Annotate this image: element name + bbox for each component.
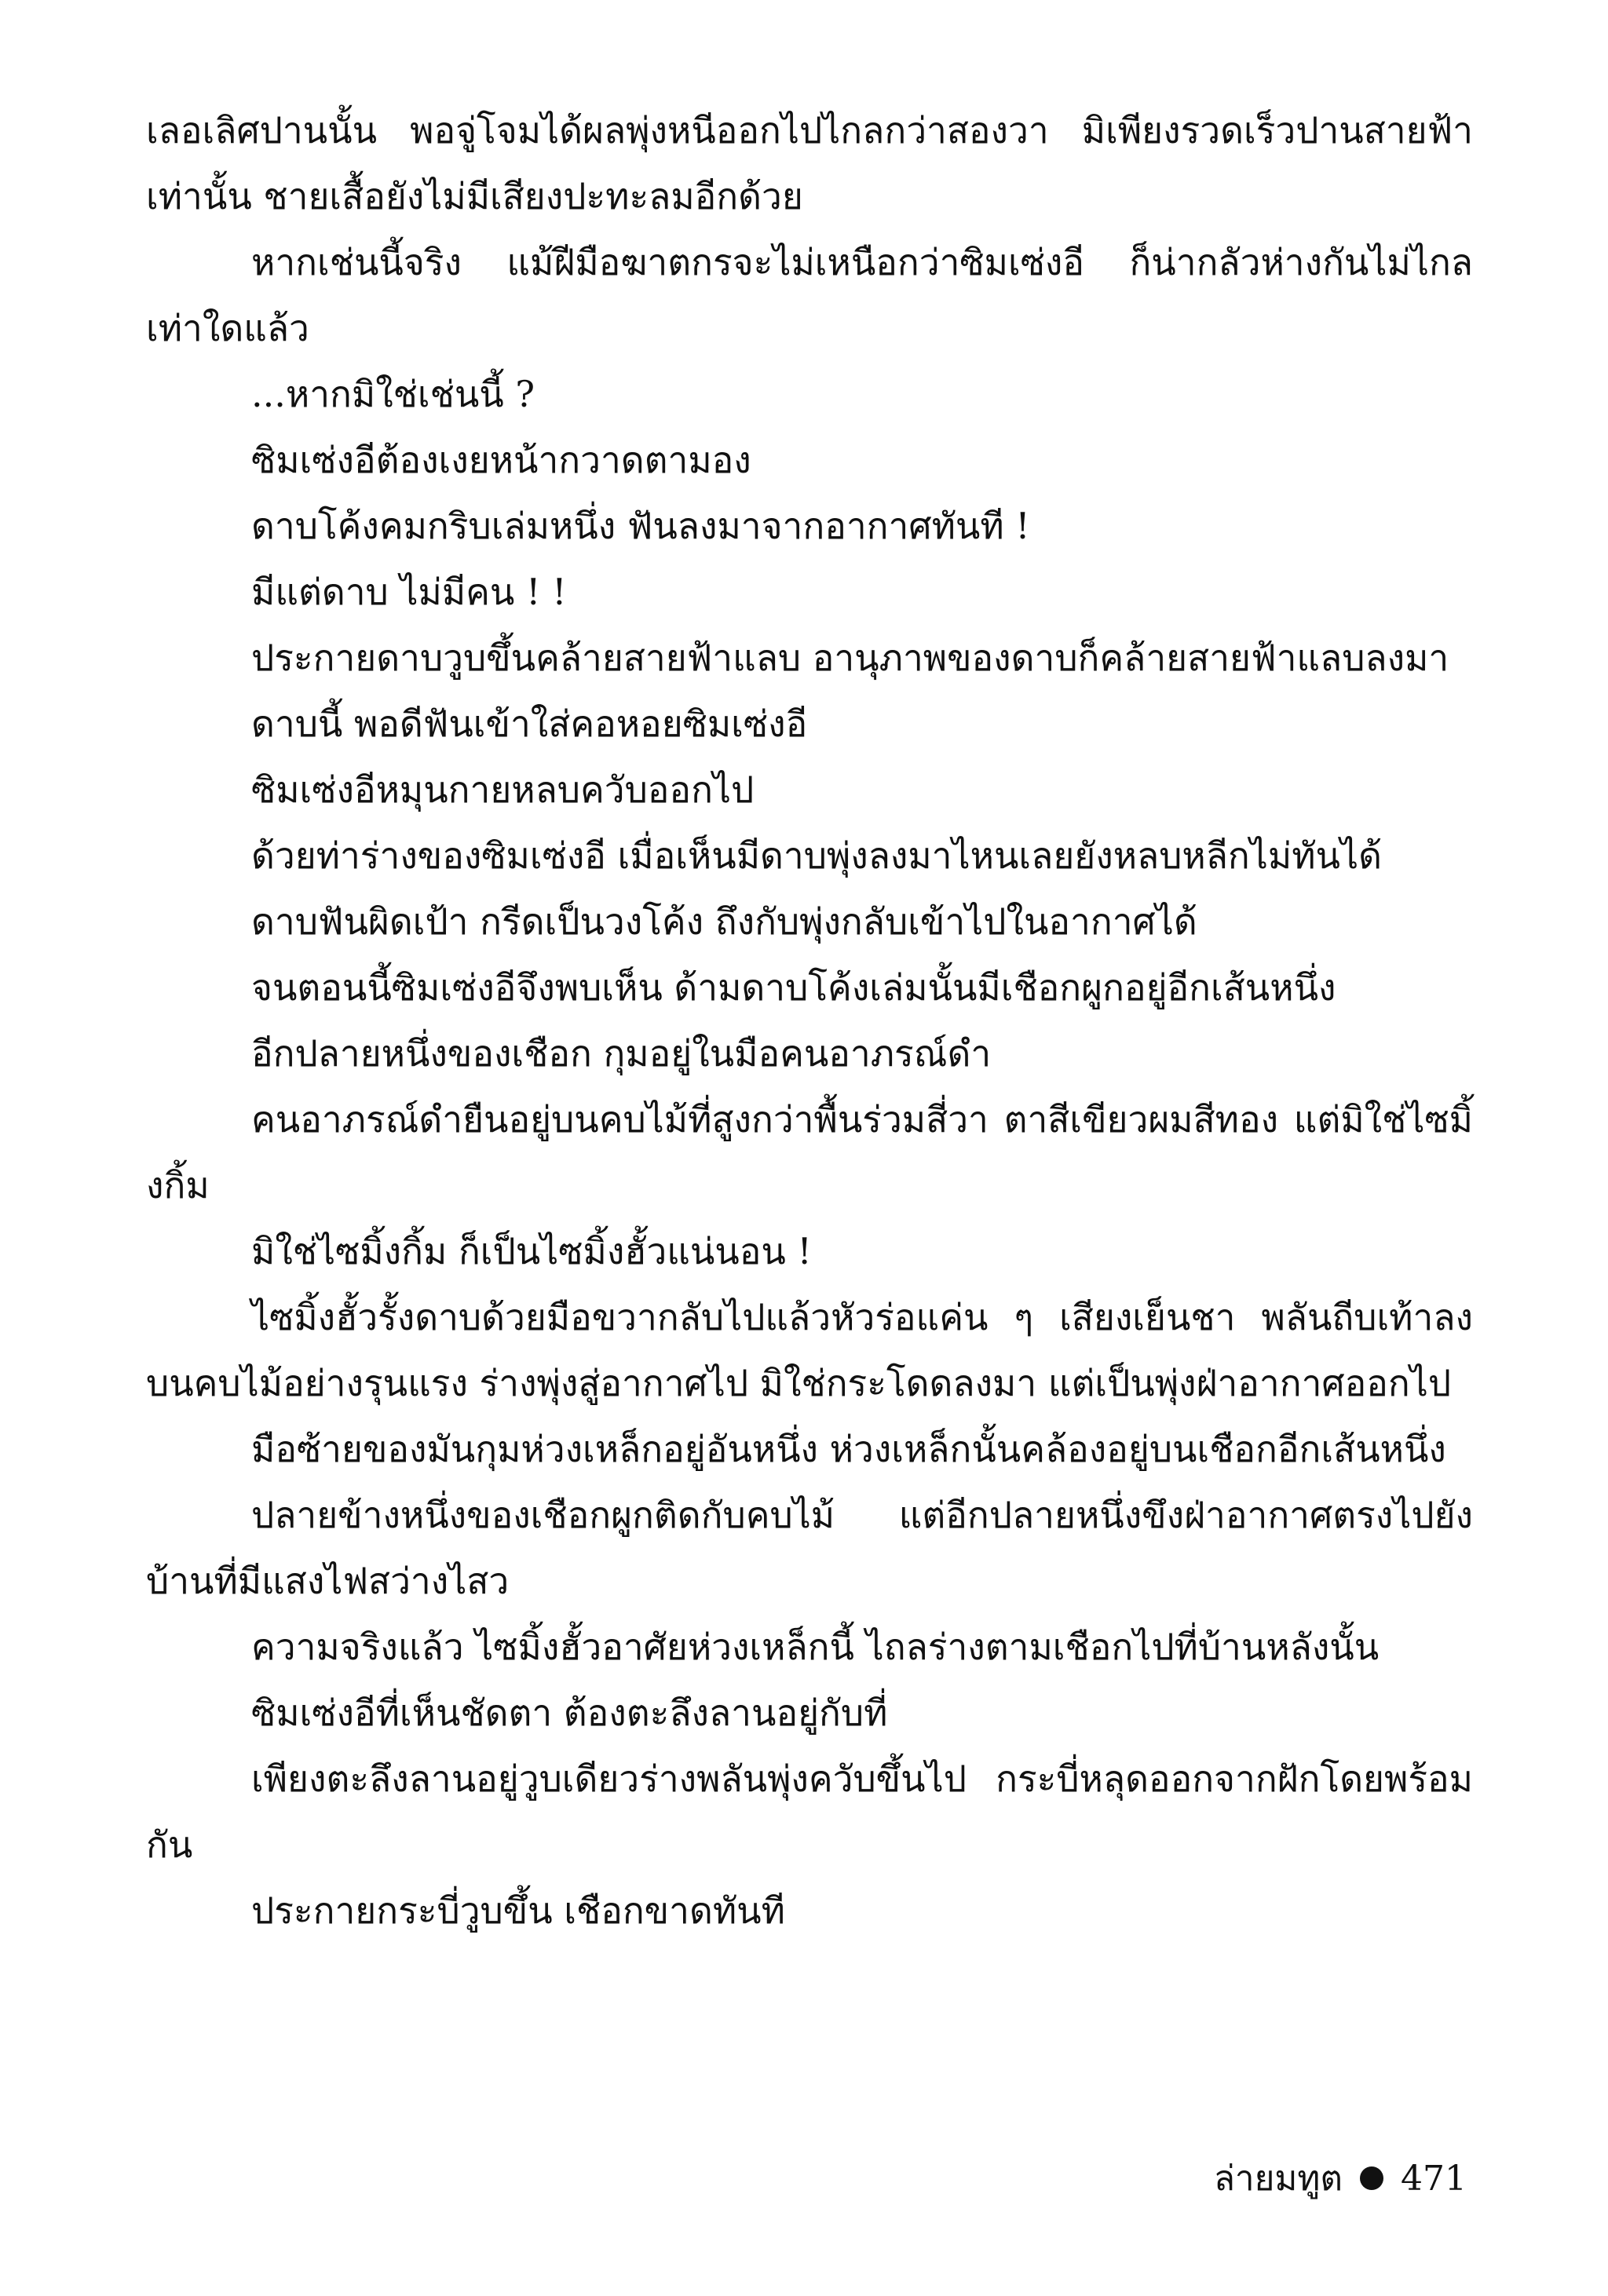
paragraph: ปลายข้างหนึ่งของเชือกผูกติดกับคบไม้ แต่อีกปลายหนึ่งขึงฝ่าอากาศตรงไปยังบ้านที่มีแสงไฟสว่างไสว bbox=[146, 1494, 1473, 1602]
paragraph: ดาบนี้ พอดีฟันเข้าใส่คอหอยซิมเซ่งอี bbox=[251, 703, 808, 745]
paragraph: มือซ้ายของมันกุมห่วงเหล็กอยู่อันหนึ่ง ห่วงเหล็กนั้นคล้องอยู่บนเชือกอีกเส้นหนึ่ง bbox=[251, 1428, 1446, 1470]
bullet-dot-icon bbox=[1360, 2166, 1383, 2190]
book-title: ล่ายมทูต bbox=[1213, 2159, 1343, 2199]
paragraph: เพียงตะลึงลานอยู่วูบเดียวร่างพลันพุ่งควับขึ้นไป กระบี่หลุดออกจากฝักโดยพร้อมกัน bbox=[146, 1758, 1473, 1866]
paragraph: ประกายดาบวูบขึ้นคล้ายสายฟ้าแลบ อานุภาพของดาบก็คล้ายสายฟ้าแลบลงมา bbox=[251, 637, 1449, 679]
page-footer bbox=[1214, 2151, 1467, 2206]
paragraph: ...หากมิใช่เช่นนี้ ? bbox=[251, 373, 535, 415]
paragraph: ดาบโค้งคมกริบเล่มหนึ่ง ฟันลงมาจากอากาศทันที ! bbox=[251, 505, 1030, 547]
page-number: 471 bbox=[1401, 2158, 1467, 2199]
paragraph: ด้วยท่าร่างของซิมเซ่งอี เมื่อเห็นมีดาบพุ่งลงมาไหนเลยยังหลบหลีกไม่ทันได้ bbox=[251, 834, 1382, 877]
paragraph: จนตอนนี้ซิมเซ่งอีจึงพบเห็น ด้ามดาบโค้งเล่มนั้นมีเชือกผูกอยู่อีกเส้นหนึ่ง bbox=[251, 966, 1336, 1009]
paragraph: ซิมเซ่งอีที่เห็นชัดตา ต้องตะลึงลานอยู่กับที่ bbox=[251, 1692, 888, 1734]
paragraph: เลอเลิศปานนั้น พอจู่โจมได้ผลพุ่งหนีออกไปไกลกว่าสองวา มิเพียงรวดเร็วปานสายฟ้าเท่านั้น ชายเสื้อยังไม่มีเสียงปะทะลมอีกด้วย bbox=[146, 109, 1473, 217]
paragraph: ประกายกระบี่วูบขึ้น เชือกขาดทันที bbox=[251, 1889, 785, 1932]
paragraph: ซิมเซ่งอีหมุนกายหลบควับออกไป bbox=[251, 768, 755, 811]
paragraph: ซิมเซ่งอีต้องเงยหน้ากวาดตามอง bbox=[251, 439, 751, 481]
body-text bbox=[146, 97, 1473, 1944]
paragraph: ความจริงแล้ว ไซมิ้งฮั้วอาศัยห่วงเหล็กนี้ ไถลร่างตามเชือกไปที่บ้านหลังนั้น bbox=[251, 1626, 1380, 1668]
paragraph: อีกปลายหนึ่งของเชือก กุมอยู่ในมือคนอาภรณ์ดำ bbox=[251, 1032, 992, 1075]
paragraph: หากเช่นนี้จริง แม้ฝีมือฆาตกรจะไม่เหนือกว่าซิมเซ่งอี ก็น่ากลัวห่างกันไม่ไกลเท่าใดแล้ว bbox=[146, 241, 1473, 349]
paragraph: คนอาภรณ์ดำยืนอยู่บนคบไม้ที่สูงกว่าพื้นร่วมสี่วา ตาสีเขียวผมสีทอง แต่มิใช่ไซมิ้งกิ้ม bbox=[146, 1098, 1473, 1206]
paragraph: มิใช่ไซมิ้งกิ้ม ก็เป็นไซมิ้งฮั้วแน่นอน ! bbox=[251, 1230, 812, 1272]
paragraph: ไซมิ้งฮั้วรั้งดาบด้วยมือขวากลับไปแล้วหัวร่อแค่น ๆ เสียงเย็นชา พลันถีบเท้าลงบนคบไม้อย่างรุนแรง ร่างพุ่งสู่อากาศไป มิใช่กระโดดลงมา แต่เป็นพุ่งฝ่าอากาศออกไป bbox=[146, 1296, 1473, 1404]
paragraph: มีแต่ดาบ ไม่มีคน ! ! bbox=[251, 571, 567, 613]
paragraph: ดาบฟันผิดเป้า กรีดเป็นวงโค้ง ถึงกับพุ่งกลับเข้าไปในอากาศได้ bbox=[251, 900, 1197, 943]
